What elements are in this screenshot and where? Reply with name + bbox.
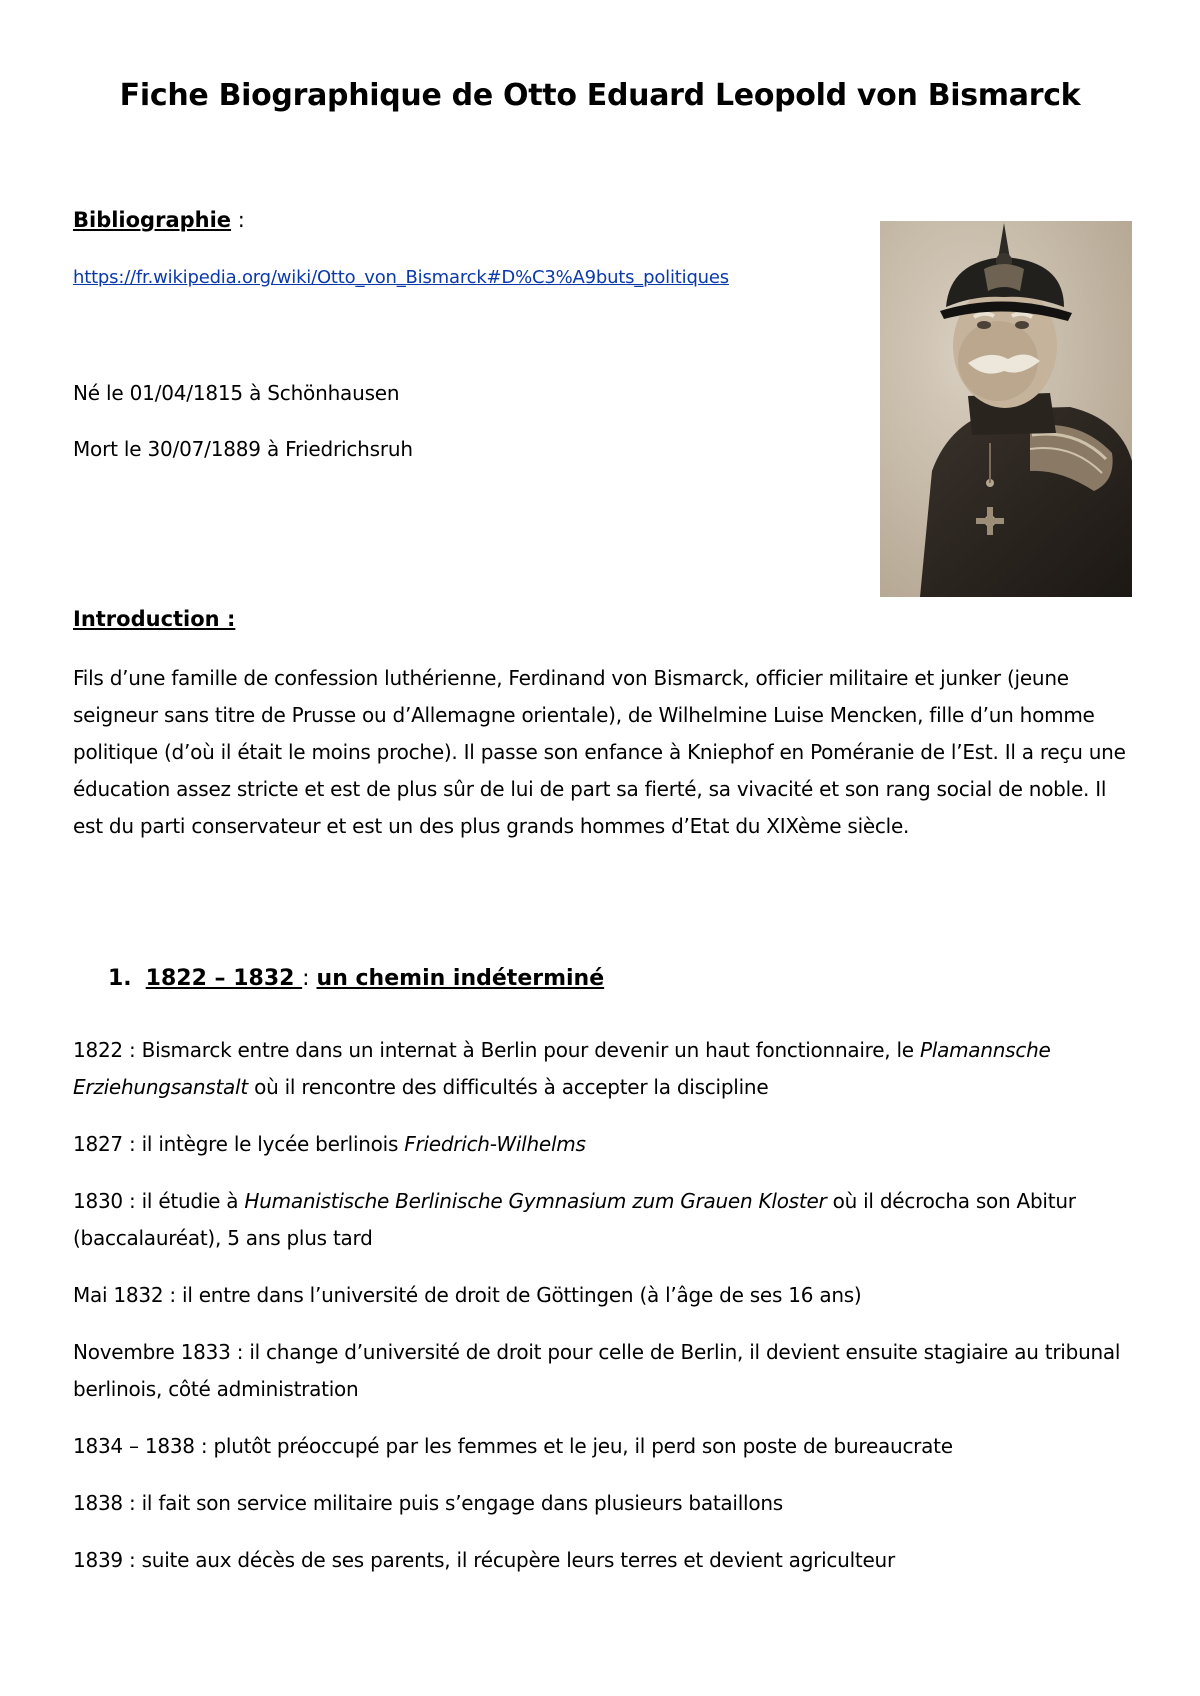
- bibliography-label: Bibliographie: [73, 208, 232, 232]
- section-1-number: 1.: [108, 966, 132, 991]
- timeline-entry: [73, 1032, 1138, 1106]
- section-1-dates: 1822 – 1832: [145, 966, 303, 991]
- section-1-heading: [108, 966, 604, 991]
- timeline-italic: Friedrich-Wilhelms: [404, 1132, 586, 1156]
- timeline-text: Mai 1832 : il entre dans l’université de droit de Göttingen (à l’âge de ses 16 ans): [73, 1283, 862, 1307]
- timeline-text: 1827 : il intègre le lycée berlinois: [73, 1132, 405, 1156]
- portrait-photo: [880, 221, 1132, 597]
- portrait-photo-icon: [880, 221, 1132, 597]
- introduction-label: Introduction :: [73, 607, 236, 631]
- bibliography-heading: [73, 208, 245, 232]
- page-title: Fiche Biographique de Otto Eduard Leopold von Bismarck: [119, 78, 1081, 113]
- timeline-list: [73, 1032, 1138, 1599]
- bibliography-colon: :: [231, 208, 245, 232]
- timeline-entry: [73, 1542, 1138, 1579]
- timeline-text: 1839 : suite aux décès de ses parents, il récupère leurs terres et devient agriculteur: [73, 1548, 895, 1572]
- death-info: Mort le 30/07/1889 à Friedrichsruh: [73, 437, 413, 461]
- timeline-text: 1834 – 1838 : plutôt préoccupé par les femmes et le jeu, il perd son poste de bureaucrate: [73, 1434, 953, 1458]
- section-1-title: un chemin indéterminé: [316, 966, 605, 991]
- introduction-text: Fils d’une famille de confession luthérienne, Ferdinand von Bismarck, officier militaire et junker (jeune seigneur sans titre de Prusse ou d’Allemagne orientale), de Wilhelmine Luise Mencken, fille d’un homme politique (d’où il était le moins proche). Il passe son enfance à Kniephof en Poméranie de l’Est. Il a reçu une éducation assez stricte et est de plus sûr de lui de part sa fierté, sa vivacité et son rang social de noble. Il est du parti conservateur et est un des plus grands hommes d’Etat du XIXème siècle.: [73, 666, 1126, 838]
- timeline-entry: [73, 1485, 1138, 1522]
- introduction-paragraph: [73, 660, 1138, 845]
- introduction-heading: [73, 607, 235, 631]
- timeline-entry: [73, 1183, 1138, 1257]
- timeline-text: Novembre 1833 : il change d’université de droit pour celle de Berlin, il devient ensuite stagiaire au tribunal berlinois, côté administration: [73, 1340, 1121, 1401]
- timeline-entry: [73, 1428, 1138, 1465]
- timeline-entry: [73, 1334, 1138, 1408]
- timeline-italic: Plamannsche Erziehungsanstalt: [73, 1038, 1051, 1099]
- bibliography-link[interactable]: https://fr.wikipedia.org/wiki/Otto_von_Bismarck#D%C3%A9buts_politiques: [73, 267, 729, 288]
- timeline-text: 1830 : il étudie à: [73, 1189, 245, 1213]
- timeline-text: où il rencontre des difficultés à accepter la discipline: [247, 1075, 769, 1099]
- timeline-text: 1838 : il fait son service militaire puis s’engage dans plusieurs bataillons: [73, 1491, 783, 1515]
- timeline-italic: Humanistische Berlinische Gymnasium zum Grauen Kloster: [244, 1189, 827, 1213]
- birth-info: Né le 01/04/1815 à Schönhausen: [73, 381, 400, 405]
- timeline-text: 1822 : Bismarck entre dans un internat à Berlin pour devenir un haut fonctionnaire, le: [73, 1038, 920, 1062]
- timeline-entry: [73, 1126, 1138, 1163]
- timeline-text: où il décrocha son Abitur (baccalauréat), 5 ans plus tard: [73, 1189, 1076, 1250]
- section-1-separator: :: [302, 966, 317, 991]
- timeline-entry: [73, 1277, 1138, 1314]
